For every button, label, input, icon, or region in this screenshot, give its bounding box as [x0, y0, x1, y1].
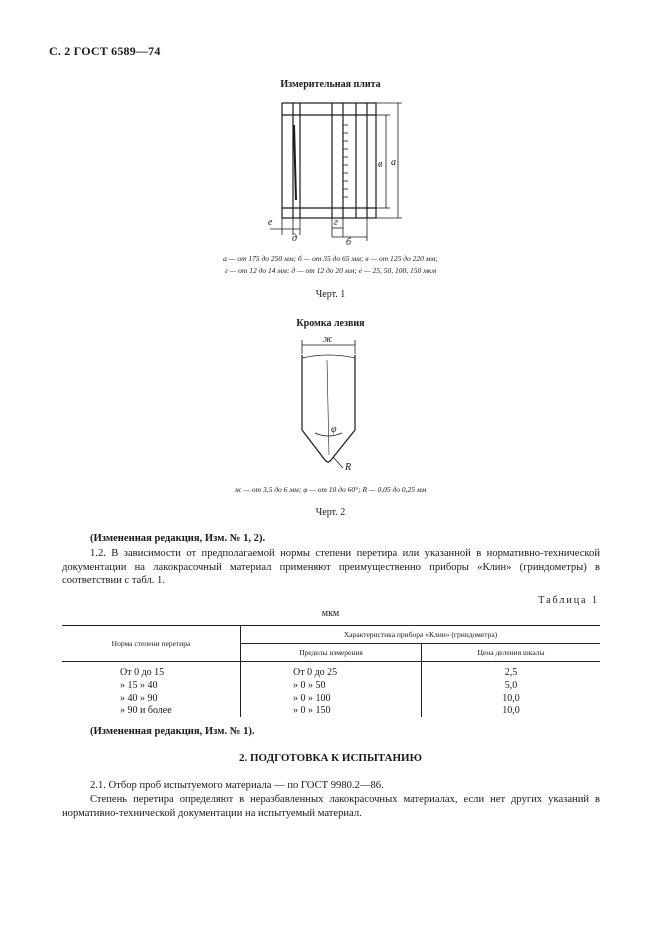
paragraph-2-1-continued: Степень перетира определяют в неразбавленных лакокрасочных материалах, если нет других указаний в нормативно-технической документации на испытуемый материал.	[62, 794, 600, 819]
grindometer-table	[62, 625, 600, 717]
cell-range: От 0 до 25	[241, 662, 422, 680]
table-row	[62, 680, 600, 693]
figure1-caption: Черт. 1	[315, 289, 346, 300]
table-row	[62, 705, 600, 718]
dim-r-label: R	[345, 462, 352, 473]
figure1-legend-line1: а — от 175 до 250 мм; б — от 35 до 65 мм; в — от 125 до 220 мм;	[223, 254, 438, 263]
figure2-title: Кромка лезвия	[296, 318, 365, 329]
dim-zh-label: ж	[323, 334, 333, 345]
cell-range: » 0 » 150	[241, 705, 422, 718]
section-title: 2. ПОДГОТОВКА К ИСПЫТАНИЮ	[239, 752, 422, 764]
revision-note-2: (Измененная редакция, Изм. № 1).	[90, 726, 255, 737]
col-range-header: Пределы измерения	[241, 644, 422, 662]
dim-e-label: е	[268, 217, 273, 228]
table-row	[62, 662, 600, 680]
paragraph-1-2: 1.2. В зависимости от предполагаемой нормы степени перетира или указанной в нормативно-технической документации на лакокрасочный материал применяют преимущественно приборы «Клин» (гриндометры) в соответствии с табл. 1.	[62, 548, 600, 586]
paragraph-2-1: 2.1. Отбор проб испытуемого материала — по ГОСТ 9980.2—86.	[90, 780, 384, 791]
col-norm-header: Норма степени перетира	[62, 626, 241, 662]
dim-d-label: д	[292, 233, 298, 244]
dim-phi-label: φ	[331, 424, 337, 435]
cell-division: 5,0	[504, 680, 518, 692]
blade-edge-drawing	[285, 330, 375, 475]
measuring-plate-drawing	[250, 95, 410, 245]
table-unit: мкм	[321, 608, 340, 619]
revision-note-1: (Измененная редакция, Изм. № 1, 2).	[90, 533, 266, 544]
figure2-caption: Черт. 2	[315, 507, 346, 518]
cell-norm: От 0 до 15	[62, 662, 241, 680]
cell-norm: » 15 » 40	[62, 680, 241, 693]
figure1-title: Измерительная плита	[280, 79, 381, 90]
dim-a-label: а	[391, 157, 396, 168]
cell-range: » 0 » 50	[241, 680, 422, 693]
table-row	[62, 692, 600, 705]
cell-norm: » 90 и более	[62, 705, 241, 718]
cell-range: » 0 » 100	[241, 692, 422, 705]
page-header: С. 2 ГОСТ 6589—74	[49, 44, 161, 58]
dim-g-label: г	[334, 217, 338, 228]
figure1-legend-line2: г — от 12 до 14 мм; д — от 12 до 20 мм; е — 25, 50, 100, 150 мкм	[224, 266, 437, 275]
figure2-legend: ж — от 3,5 до 6 мм; φ — от 10 до 60°; R — 0,05 до 0,25 мм	[234, 485, 427, 494]
dim-b-label: б	[346, 237, 352, 245]
cell-division: 10,0	[502, 692, 520, 704]
dim-c-label: в	[378, 159, 383, 170]
cell-norm: » 40 » 90	[62, 692, 241, 705]
group-header: Характеристика прибора «Клин» (гриндометра)	[241, 626, 601, 644]
cell-division: 2,5	[504, 667, 518, 679]
col-division-header: Цена деления шкалы	[422, 644, 601, 662]
cell-division: 10,0	[502, 705, 520, 717]
table-label: Таблица 1	[538, 595, 599, 606]
